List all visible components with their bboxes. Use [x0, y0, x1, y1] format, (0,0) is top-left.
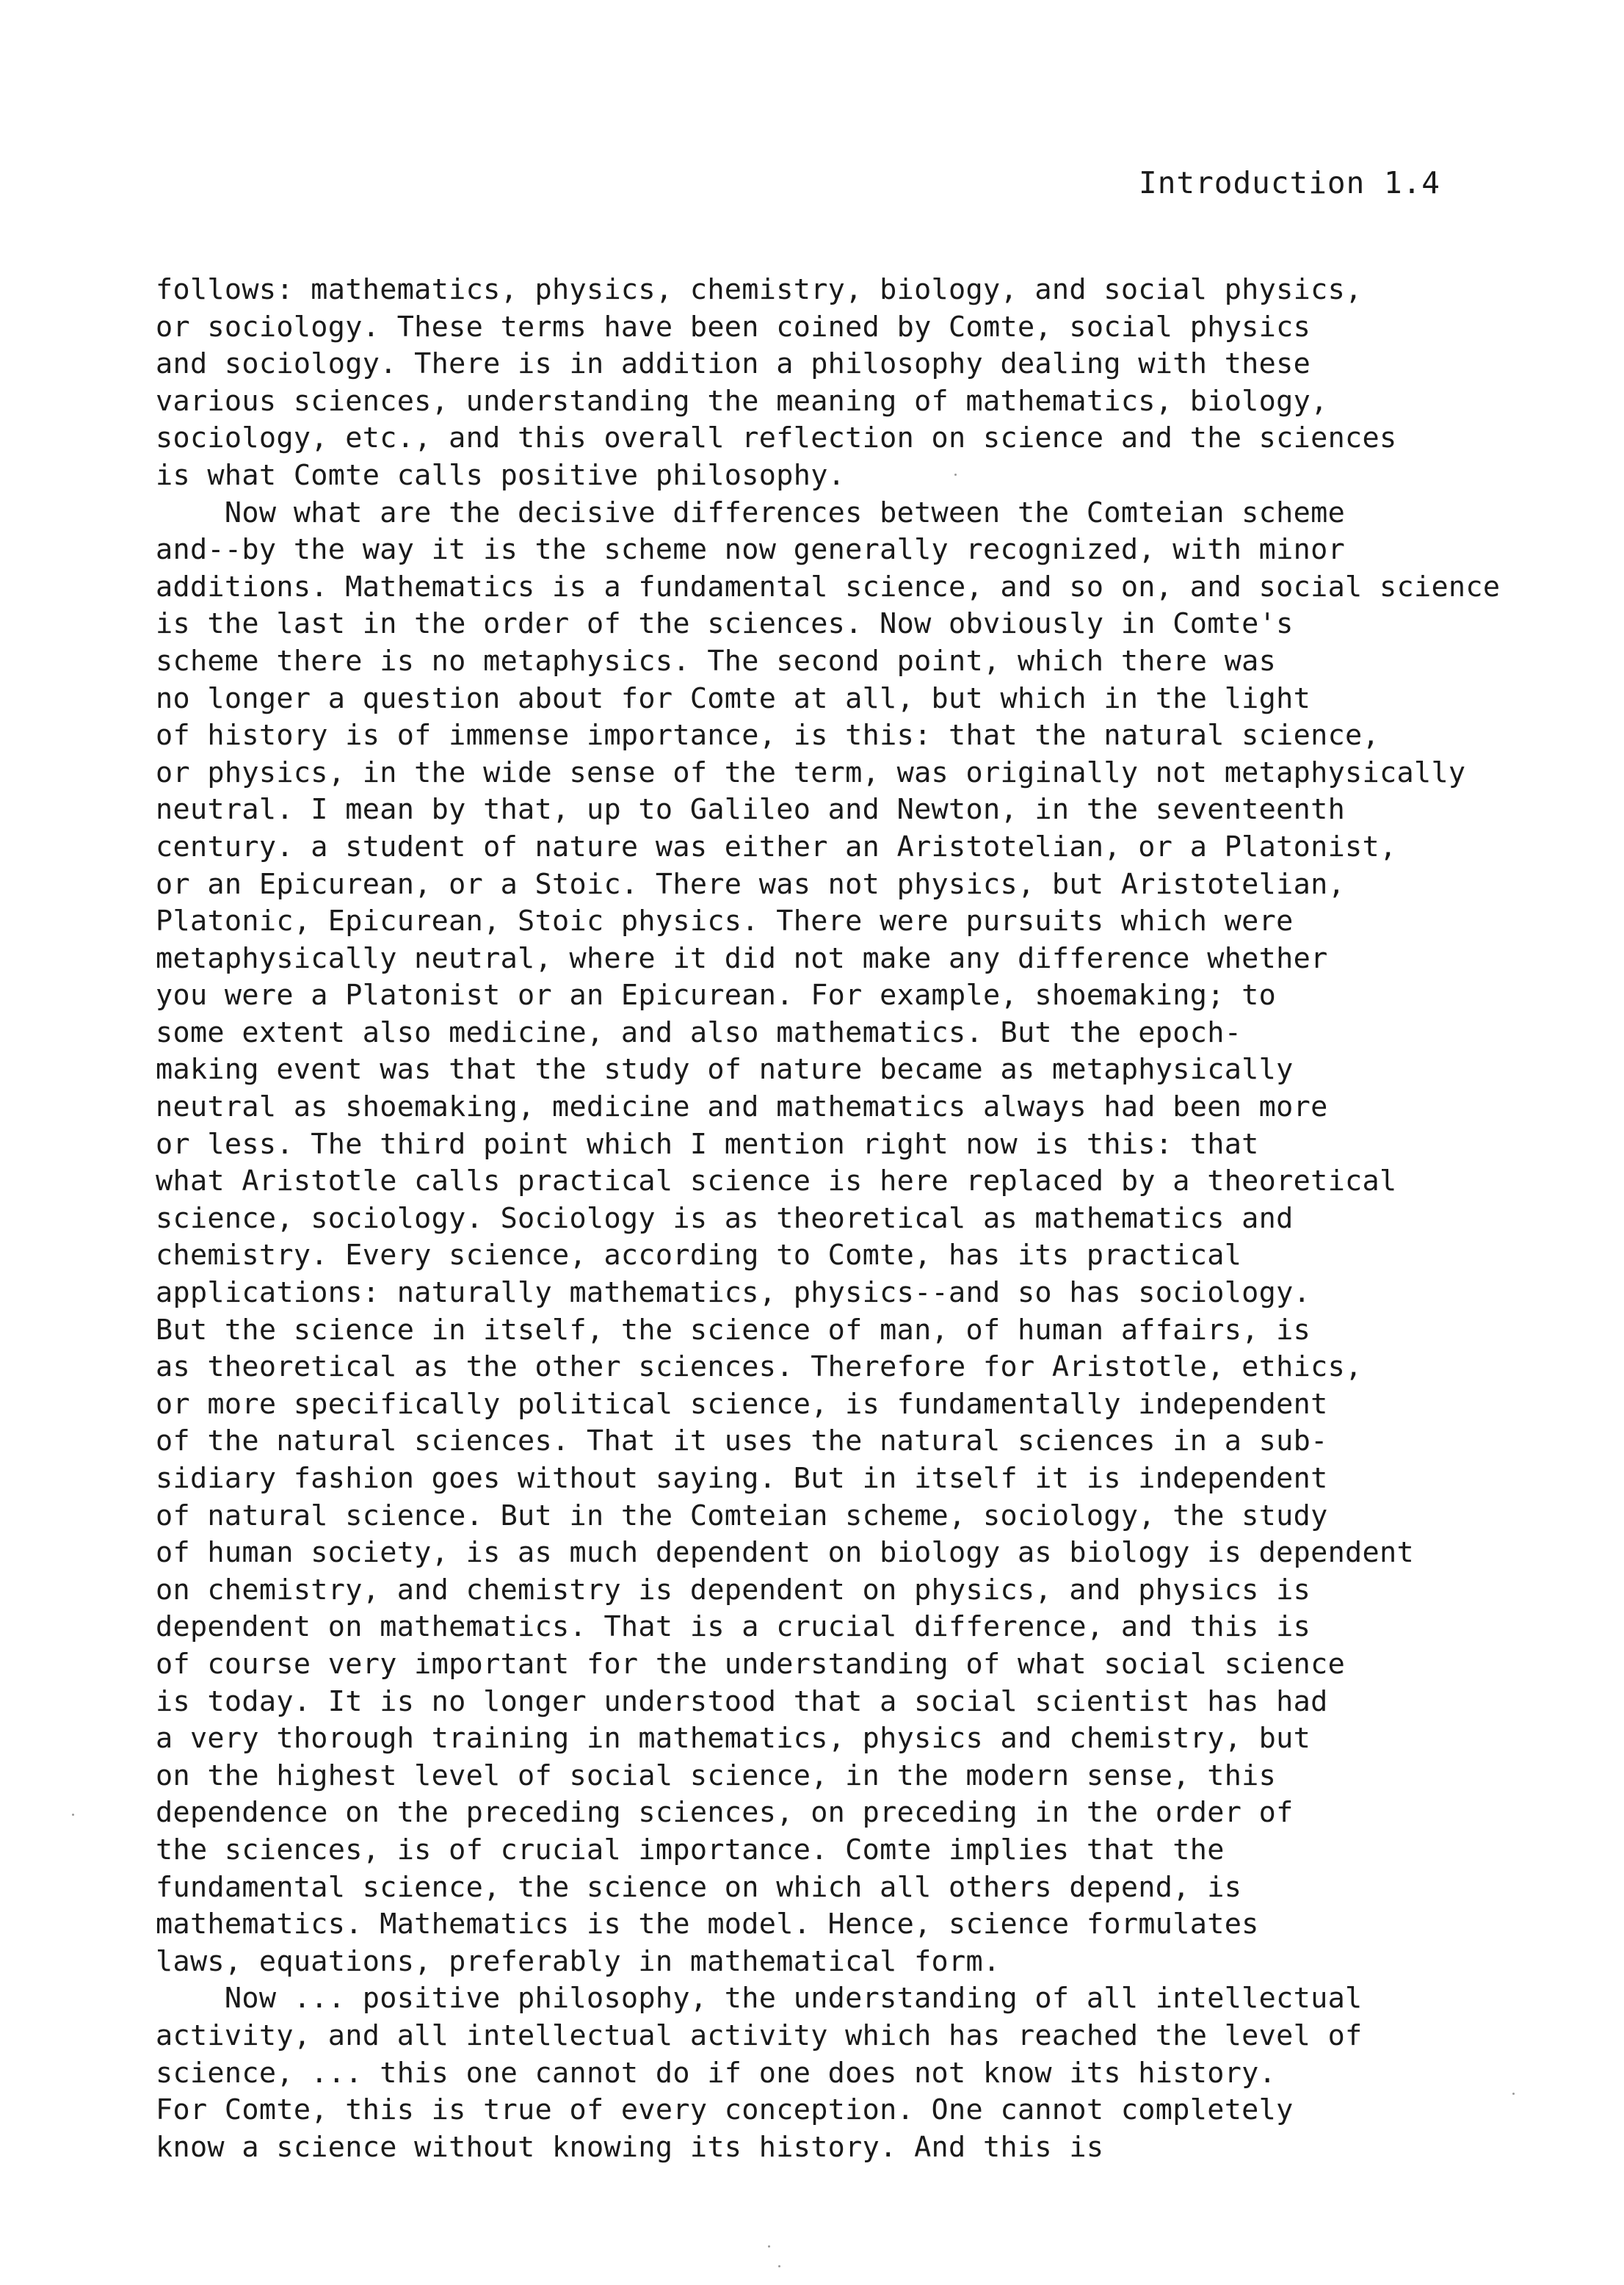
text-line: activity, and all intellectual activity which has reached the level of — [156, 2018, 1363, 2052]
text-line: on the highest level of social science, in the modern sense, this — [156, 1759, 1277, 1792]
text-line: metaphysically neutral, where it did not make any difference whether — [156, 941, 1328, 975]
text-line: and--by the way it is the scheme now generally recognized, with minor — [156, 533, 1346, 567]
text-line: mathematics. Mathematics is the model. Hence, science formulates — [156, 1908, 1259, 1941]
text-line: of course very important for the understanding of what social science — [156, 1647, 1346, 1681]
text-line: dependence on the preceding sciences, on preceding in the order of — [156, 1796, 1294, 1830]
page-header: Introduction 1.4 — [1139, 165, 1440, 200]
text-line: Now what are the decisive differences between the Comteian scheme — [156, 496, 1346, 529]
text-line: chemistry. Every science, according to Comte, has its practical — [156, 1239, 1242, 1272]
text-line: scheme there is no metaphysics. The second point, which there was — [156, 644, 1277, 678]
scan-speck — [72, 1814, 74, 1816]
scan-speck — [768, 2245, 770, 2248]
text-line: and sociology. There is in addition a philosophy dealing with these — [156, 347, 1311, 381]
text-line: you were a Platonist or an Epicurean. For example, shoemaking; to — [156, 979, 1277, 1013]
text-line: or physics, in the wide sense of the term, was originally not metaphysically — [156, 756, 1466, 789]
text-line: Platonic, Epicurean, Stoic physics. There were pursuits which were — [156, 905, 1294, 938]
text-line: of history is of immense importance, is this: that the natural science, — [156, 719, 1380, 753]
text-line: applications: naturally mathematics, physics--and so has sociology. — [156, 1276, 1311, 1310]
text-line: no longer a question about for Comte at all, but which in the light — [156, 681, 1311, 715]
scan-speck — [1512, 2093, 1515, 2095]
text-line: fundamental science, the science on which all others depend, is — [156, 1870, 1242, 1904]
text-line: science, ... this one cannot do if one does not know its history. — [156, 2056, 1277, 2090]
text-line: of the natural sciences. That it uses the natural sciences in a sub- — [156, 1424, 1328, 1458]
scan-speck — [954, 474, 957, 476]
text-line: the sciences, is of crucial importance. Comte implies that the — [156, 1833, 1225, 1866]
body-text — [156, 272, 1617, 2166]
text-line: or less. The third point which I mention right now is this: that — [156, 1127, 1259, 1161]
text-line: neutral. I mean by that, up to Galileo and Newton, in the seventeenth — [156, 793, 1346, 827]
text-line: some extent also medicine, and also mathematics. But the epoch- — [156, 1015, 1242, 1049]
text-line: on chemistry, and chemistry is dependent on physics, and physics is — [156, 1573, 1311, 1607]
text-line: or sociology. These terms have been coined by Comte, social physics — [156, 310, 1311, 344]
text-line: laws, equations, preferably in mathematical form. — [156, 1944, 1001, 1978]
text-line: sociology, etc., and this overall reflection on science and the sciences — [156, 421, 1397, 455]
text-line: Now ... positive philosophy, the understanding of all intellectual — [156, 1982, 1363, 2016]
text-line: as theoretical as the other sciences. Therefore for Aristotle, ethics, — [156, 1350, 1363, 1384]
text-line: century. a student of nature was either an Aristotelian, or a Platonist, — [156, 830, 1397, 863]
text-line: science, sociology. Sociology is as theoretical as mathematics and — [156, 1201, 1294, 1235]
text-line: sidiary fashion goes without saying. But in itself it is independent — [156, 1462, 1328, 1495]
text-line: is what Comte calls positive philosophy. — [156, 458, 846, 492]
text-line: follows: mathematics, physics, chemistry, biology, and social physics, — [156, 273, 1363, 306]
text-line: of natural science. But in the Comteian scheme, sociology, the study — [156, 1499, 1328, 1532]
text-line: dependent on mathematics. That is a crucial difference, and this is — [156, 1610, 1311, 1644]
text-line: additions. Mathematics is a fundamental science, and so on, and social science — [156, 570, 1501, 604]
text-line: But the science in itself, the science of man, of human affairs, is — [156, 1313, 1311, 1347]
scan-speck — [778, 2265, 780, 2267]
text-line: making event was that the study of nature became as metaphysically — [156, 1053, 1294, 1087]
text-line: For Comte, this is true of every conception. One cannot completely — [156, 2093, 1294, 2127]
text-line: is today. It is no longer understood that a social scientist has had — [156, 1684, 1328, 1718]
text-line: neutral as shoemaking, medicine and mathematics always had been more — [156, 1090, 1328, 1124]
text-line: what Aristotle calls practical science is here replaced by a theoretical — [156, 1165, 1397, 1198]
text-line: know a science without knowing its history. And this is — [156, 2130, 1104, 2164]
text-line: is the last in the order of the sciences. Now obviously in Comte's — [156, 607, 1294, 641]
text-line: of human society, is as much dependent on biology as biology is dependent — [156, 1536, 1414, 1570]
text-line: a very thorough training in mathematics, physics and chemistry, but — [156, 1722, 1311, 1756]
text-line: various sciences, understanding the meaning of mathematics, biology, — [156, 384, 1328, 418]
text-line: or more specifically political science, is fundamentally independent — [156, 1387, 1328, 1421]
text-line: or an Epicurean, or a Stoic. There was not physics, but Aristotelian, — [156, 867, 1346, 901]
